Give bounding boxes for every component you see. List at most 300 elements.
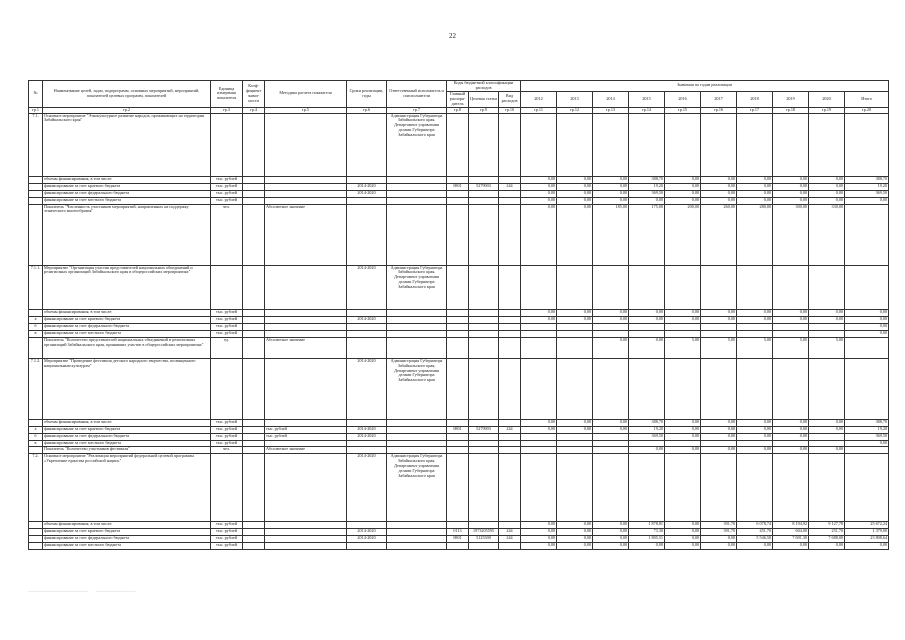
table-cell: 0,00 <box>665 183 701 190</box>
table-cell: 251,70 <box>809 529 845 536</box>
table-cell <box>387 330 447 337</box>
table-cell: 388,70 <box>845 177 889 184</box>
table-cell: 7.1.1. <box>29 265 43 310</box>
table-cell <box>845 447 889 454</box>
table-cell <box>499 265 521 310</box>
table-cell <box>701 324 737 331</box>
table-cell <box>447 358 469 419</box>
table-cell: 0,00 <box>629 197 665 204</box>
table-row <box>29 542 889 549</box>
table-cell: 260,00 <box>701 204 737 265</box>
table-cell <box>447 310 469 317</box>
header-year: 2019 <box>773 91 809 107</box>
table-cell <box>29 183 43 190</box>
column-number: гр.15 <box>665 107 701 113</box>
table-cell <box>499 177 521 184</box>
table-cell <box>29 529 43 536</box>
table-cell <box>469 310 499 317</box>
table-cell <box>447 317 469 324</box>
table-cell: 0,00 <box>665 529 701 536</box>
table-cell: 5279903 <box>469 426 499 433</box>
table-cell: 369,50 <box>845 190 889 197</box>
table-cell: Абсолютное значение <box>265 447 347 454</box>
table-cell: 0113 <box>447 529 469 536</box>
table-cell: 0,00 <box>665 433 701 440</box>
table-cell: 391,70 <box>701 529 737 536</box>
table-cell: 73,30 <box>629 529 665 536</box>
table-cell: 0,00 <box>845 317 889 324</box>
table-cell: 451,70 <box>737 529 773 536</box>
header-year: Итого <box>845 91 889 107</box>
table-cell <box>387 317 447 324</box>
table-cell <box>387 426 447 433</box>
table-cell <box>29 177 43 184</box>
table-cell <box>347 197 387 204</box>
table-cell: 0,00 <box>521 197 557 204</box>
table-cell <box>387 337 447 358</box>
table-cell <box>701 358 737 419</box>
table-cell <box>845 265 889 310</box>
table-cell <box>737 265 773 310</box>
table-cell: 369,50 <box>629 190 665 197</box>
table-cell: тыс. рублей <box>211 440 243 447</box>
column-number: гр.1 <box>29 107 43 113</box>
table-cell: 300,00 <box>773 204 809 265</box>
table-cell <box>701 330 737 337</box>
table-row <box>29 197 889 204</box>
table-cell <box>629 358 665 419</box>
table-cell <box>557 265 593 310</box>
table-cell: 0,00 <box>593 529 629 536</box>
table-cell <box>845 113 889 176</box>
table-cell: 0,00 <box>521 426 557 433</box>
table-cell <box>265 529 347 536</box>
table-cell: 0,00 <box>665 522 701 529</box>
table-cell: финансирование за счет местного бюджета <box>43 197 211 204</box>
table-cell <box>499 330 521 337</box>
table-cell: 0,00 <box>593 310 629 317</box>
table-cell: 0,00 <box>557 197 593 204</box>
table-cell: 2014-2020 <box>347 433 387 440</box>
table-cell <box>447 454 469 522</box>
table-cell: 0,00 <box>809 542 845 549</box>
table-cell: 0,00 <box>701 426 737 433</box>
header-year: 2016 <box>665 91 701 107</box>
table-cell: 0,00 <box>701 317 737 324</box>
table-cell: 9 127,78 <box>809 522 845 529</box>
table-cell: 0,00 <box>557 420 593 427</box>
table-row <box>29 433 889 440</box>
table-cell: б <box>29 433 43 440</box>
table-cell: Показатель "Количество участников фестиваля" <box>43 447 211 454</box>
table-cell: тыс. рублей <box>265 433 347 440</box>
table-cell <box>265 536 347 543</box>
table-cell: тыс. рублей <box>211 310 243 317</box>
table-cell: тыс. рублей <box>211 522 243 529</box>
table-cell <box>243 324 265 331</box>
table-cell: 0,00 <box>701 177 737 184</box>
table-cell <box>773 454 809 522</box>
table-cell <box>629 324 665 331</box>
table-cell: Администрация Губернатора Забайкальского края, Департамент управления делами Губернатора Забайкальского края <box>387 358 447 419</box>
table-cell <box>447 447 469 454</box>
table-cell: 0,00 <box>593 536 629 543</box>
header-unit: Единица измерения показателя <box>211 81 243 108</box>
table-cell: 2014-2020 <box>347 265 387 310</box>
table-cell: 0,00 <box>521 310 557 317</box>
table-cell <box>243 522 265 529</box>
table-cell: 0,00 <box>557 183 593 190</box>
table-row <box>29 454 889 522</box>
table-cell <box>521 265 557 310</box>
table-cell: 5,00 <box>665 337 701 358</box>
column-number: гр.19 <box>809 107 845 113</box>
table-cell <box>557 440 593 447</box>
table-cell <box>347 204 387 265</box>
column-number: гр.9 <box>469 107 499 113</box>
table-cell <box>499 197 521 204</box>
table-cell <box>469 113 499 176</box>
table-cell: тыс. рублей <box>211 190 243 197</box>
table-cell <box>499 542 521 549</box>
table-cell: 0,00 <box>701 420 737 427</box>
table-cell: тыс. рублей <box>211 183 243 190</box>
table-cell: 0,00 <box>737 190 773 197</box>
table-cell: 0,00 <box>665 542 701 549</box>
table-cell: тыс. рублей <box>211 317 243 324</box>
table-cell <box>593 330 629 337</box>
table-cell: 1 805,51 <box>629 536 665 543</box>
table-cell <box>499 522 521 529</box>
table-cell: тыс. рублей <box>211 177 243 184</box>
table-cell: 388,70 <box>845 420 889 427</box>
table-cell: 7 691,30 <box>773 536 809 543</box>
table-cell <box>499 358 521 419</box>
table-cell: 0801 <box>447 536 469 543</box>
table-cell: 19,20 <box>845 426 889 433</box>
table-row <box>29 536 889 543</box>
table-cell: 0,00 <box>521 529 557 536</box>
table-cell: а <box>29 426 43 433</box>
table-cell <box>265 420 347 427</box>
table-cell: 5 546,50 <box>737 536 773 543</box>
table-cell: 0,00 <box>809 317 845 324</box>
table-cell: тыс. рублей <box>211 529 243 536</box>
table-cell: 0,00 <box>809 420 845 427</box>
table-cell: 0,00 <box>629 337 665 358</box>
table-cell <box>665 330 701 337</box>
table-cell <box>665 454 701 522</box>
table-cell: 0,00 <box>593 183 629 190</box>
table-cell: финансирование за счет федерального бюджета <box>43 536 211 543</box>
table-cell: 0,00 <box>773 183 809 190</box>
table-cell: Абсолютное значение <box>265 204 347 265</box>
table-cell <box>521 447 557 454</box>
table-cell: 0,00 <box>665 420 701 427</box>
table-cell: Показатель "Численность участников мероприятий, направленных на поддержку этнического многообразия" <box>43 204 211 265</box>
table-cell: 0,00 <box>521 536 557 543</box>
table-cell: 0,00 <box>773 447 809 454</box>
table-cell: 23 808,64 <box>845 536 889 543</box>
table-cell: 25 672,24 <box>845 522 889 529</box>
table-cell <box>593 113 629 176</box>
table-cell <box>737 454 773 522</box>
table-cell <box>499 310 521 317</box>
table-cell: тыс. рублей <box>211 536 243 543</box>
table-cell <box>809 324 845 331</box>
table-cell: 5125300 <box>469 536 499 543</box>
table-cell: б <box>29 324 43 331</box>
table-cell: 0,00 <box>773 420 809 427</box>
table-cell: 5279903 <box>469 183 499 190</box>
table-cell <box>447 330 469 337</box>
table-cell: 244 <box>499 536 521 543</box>
column-number: гр.17 <box>737 107 773 113</box>
table-cell: 1 878,81 <box>629 522 665 529</box>
table-cell: 7.2. <box>29 454 43 522</box>
table-cell: 0,00 <box>773 317 809 324</box>
table-cell: 0,00 <box>737 177 773 184</box>
table-cell: 0,00 <box>809 447 845 454</box>
table-cell: 6 078,74 <box>737 522 773 529</box>
header-kbk-sub: Главный распоря-дитель <box>447 91 469 107</box>
table-cell <box>243 529 265 536</box>
table-cell <box>499 324 521 331</box>
table-cell <box>593 433 629 440</box>
table-cell <box>773 324 809 331</box>
table-cell <box>629 454 665 522</box>
table-cell <box>557 337 593 358</box>
table-cell: тыс. рублей <box>211 420 243 427</box>
table-cell: 0,00 <box>773 542 809 549</box>
table-cell <box>557 447 593 454</box>
table-cell <box>629 440 665 447</box>
table-cell <box>447 113 469 176</box>
table-cell: 0,00 <box>809 426 845 433</box>
table-header <box>29 81 889 114</box>
table-cell: 0,00 <box>809 177 845 184</box>
table-cell <box>469 324 499 331</box>
table-cell: 0,00 <box>629 542 665 549</box>
table-cell: финансирование за счет краевого бюджета <box>43 529 211 536</box>
table-cell <box>347 447 387 454</box>
table-cell <box>29 420 43 427</box>
header-year: 2017 <box>701 91 737 107</box>
table-cell: 388,70 <box>629 177 665 184</box>
table-cell: 0,00 <box>521 317 557 324</box>
table-cell <box>243 317 265 324</box>
table-cell <box>243 447 265 454</box>
table-cell: 0,00 <box>593 337 629 358</box>
header-responsible: Ответственный исполнитель и соисполнители <box>387 81 447 108</box>
table-cell: 0,00 <box>773 177 809 184</box>
header-year: 2013 <box>557 91 593 107</box>
table-cell: 391,70 <box>701 522 737 529</box>
table-cell: тыс. рублей <box>211 426 243 433</box>
table-cell <box>701 113 737 176</box>
table-cell <box>387 324 447 331</box>
table-cell <box>701 454 737 522</box>
table-cell: 0,00 <box>629 317 665 324</box>
table-cell <box>347 113 387 176</box>
table-cell: тыс. рублей <box>211 330 243 337</box>
table-cell <box>265 330 347 337</box>
table-cell: 5,00 <box>737 337 773 358</box>
table-cell: 1 379,00 <box>845 529 889 536</box>
table-cell: 0,00 <box>773 433 809 440</box>
table-row <box>29 183 889 190</box>
table-cell: Основное мероприятие "Реализация мероприятий федеральной целевой программы «Укрепление единства российской нации»" <box>43 454 211 522</box>
column-number: гр.14 <box>629 107 665 113</box>
table-cell: 0,00 <box>737 310 773 317</box>
column-number: гр.6 <box>347 107 387 113</box>
table-cell: 2014-2020 <box>347 358 387 419</box>
table-cell: 0,00 <box>593 177 629 184</box>
table-cell: 0,00 <box>845 330 889 337</box>
table-cell <box>521 358 557 419</box>
table-cell <box>347 330 387 337</box>
table-cell <box>447 420 469 427</box>
table-cell: 7.1.2. <box>29 358 43 419</box>
table-cell: финансирование за счет федерального бюджета <box>43 190 211 197</box>
table-cell: 0,00 <box>557 310 593 317</box>
table-cell <box>447 324 469 331</box>
table-cell <box>265 317 347 324</box>
table-cell: 0,00 <box>773 310 809 317</box>
table-row <box>29 440 889 447</box>
table-cell: 2014-2020 <box>347 190 387 197</box>
table-cell: 0,00 <box>593 317 629 324</box>
table-cell <box>243 454 265 522</box>
table-cell <box>469 317 499 324</box>
table-cell: ед. <box>211 337 243 358</box>
table-cell <box>265 177 347 184</box>
column-number: гр.7 <box>387 107 447 113</box>
table-cell <box>243 197 265 204</box>
table-cell: 19,20 <box>845 183 889 190</box>
table-cell: 0,00 <box>665 536 701 543</box>
table-row <box>29 177 889 184</box>
table-cell: 0,00 <box>701 542 737 549</box>
table-cell <box>29 190 43 197</box>
table-row <box>29 337 889 358</box>
table-cell <box>469 454 499 522</box>
table-body <box>29 113 889 549</box>
table-cell <box>29 522 43 529</box>
table-cell: 0,00 <box>593 190 629 197</box>
table-cell <box>773 265 809 310</box>
header-year: 2018 <box>737 91 773 107</box>
header-year: 2020 <box>809 91 845 107</box>
table-cell <box>387 183 447 190</box>
table-cell <box>499 454 521 522</box>
table-cell <box>387 542 447 549</box>
table-cell <box>499 433 521 440</box>
table-cell <box>469 197 499 204</box>
table-cell <box>557 113 593 176</box>
table-cell: 244 <box>499 529 521 536</box>
table-cell: тыс. рублей <box>265 426 347 433</box>
table-cell <box>447 204 469 265</box>
header-kbk-sub: Целевая статья <box>469 91 499 107</box>
table-cell: 0,00 <box>521 542 557 549</box>
table-cell <box>737 330 773 337</box>
column-number: гр.10 <box>499 107 521 113</box>
table-cell <box>469 265 499 310</box>
column-number: гр.20 <box>845 107 889 113</box>
table-cell <box>593 440 629 447</box>
table-cell: 0,00 <box>737 420 773 427</box>
table-cell: 0,00 <box>557 204 593 265</box>
table-cell: 0,00 <box>557 542 593 549</box>
table-row <box>29 324 889 331</box>
table-row <box>29 447 889 454</box>
table-cell <box>243 190 265 197</box>
header-year: 2012 <box>521 91 557 107</box>
table-row <box>29 529 889 536</box>
table-row <box>29 426 889 433</box>
table-cell <box>773 330 809 337</box>
table-cell: 0,00 <box>809 183 845 190</box>
table-cell <box>557 433 593 440</box>
table-cell <box>265 358 347 419</box>
table-cell <box>499 447 521 454</box>
table-cell: Администрация Губернатора Забайкальского края, Департамент управления делами Губернатора Забайкальского края <box>387 265 447 310</box>
table-cell: 0,00 <box>665 190 701 197</box>
table-cell <box>469 204 499 265</box>
table-row <box>29 204 889 265</box>
table-cell: 0,00 <box>629 310 665 317</box>
table-cell <box>737 324 773 331</box>
table-cell: 0,00 <box>737 433 773 440</box>
table-cell <box>243 440 265 447</box>
table-cell <box>469 190 499 197</box>
table-cell: 5,00 <box>773 337 809 358</box>
table-cell: 5,00 <box>809 337 845 358</box>
table-cell: 0,00 <box>557 426 593 433</box>
column-number: гр.11 <box>521 107 557 113</box>
table-cell <box>469 177 499 184</box>
table-cell <box>809 265 845 310</box>
table-cell: 185,00 <box>593 204 629 265</box>
table-cell <box>211 113 243 176</box>
table-cell <box>347 440 387 447</box>
table-cell: 0801 <box>447 183 469 190</box>
table-cell: 244 <box>499 426 521 433</box>
table-cell <box>243 113 265 176</box>
table-cell: тыс. рублей <box>211 542 243 549</box>
table-cell: 0,00 <box>845 440 889 447</box>
table-cell <box>521 433 557 440</box>
table-cell: 0,00 <box>665 426 701 433</box>
table-cell <box>665 265 701 310</box>
table-cell: 0,00 <box>845 197 889 204</box>
header-year: 2015 <box>629 91 665 107</box>
table-cell: объемы финансирования, в том числе: <box>43 177 211 184</box>
column-number: гр.3 <box>211 107 243 113</box>
table-cell: 0,00 <box>737 317 773 324</box>
table-cell <box>29 542 43 549</box>
table-cell: 0,00 <box>593 197 629 204</box>
table-cell <box>387 177 447 184</box>
table-cell <box>701 440 737 447</box>
table-cell <box>737 358 773 419</box>
table-cell: 0,00 <box>521 522 557 529</box>
table-cell <box>469 420 499 427</box>
table-cell: 8 194,92 <box>773 522 809 529</box>
table-cell: тыс. рублей <box>211 433 243 440</box>
table-cell <box>29 447 43 454</box>
